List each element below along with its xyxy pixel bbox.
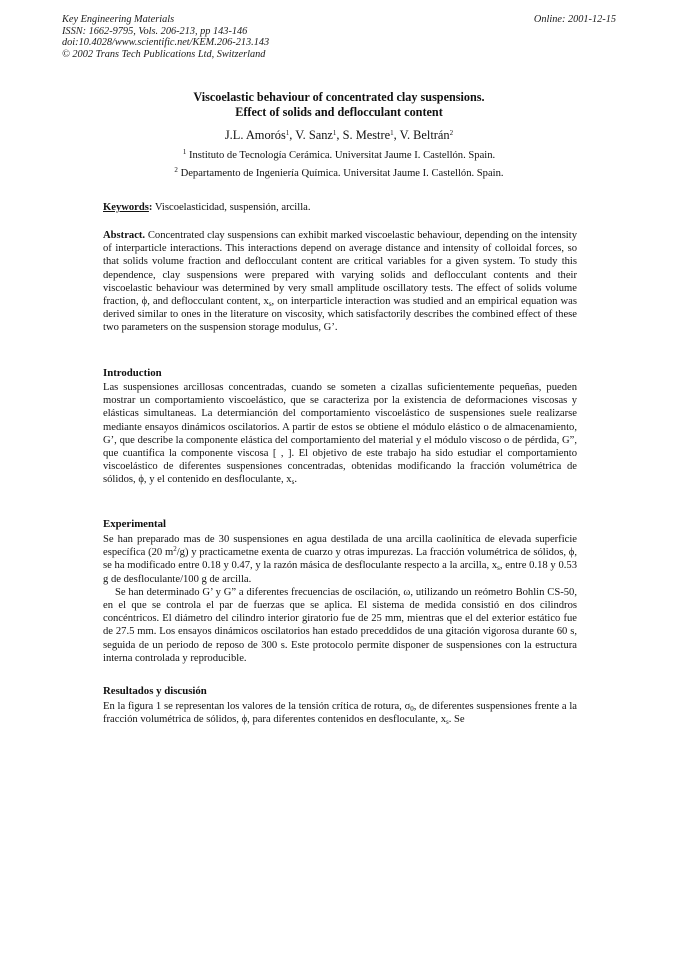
subscript: s bbox=[446, 718, 449, 727]
keywords-label: Keywords bbox=[103, 202, 149, 213]
author: J.L. Amorós bbox=[224, 128, 286, 142]
omega-symbol: ω bbox=[403, 586, 411, 598]
phi-symbol: ϕ bbox=[141, 296, 148, 308]
abstract-text: , and deflocculant content, x bbox=[147, 296, 269, 308]
body-text: Las suspensiones arcillosas concentradas, cuando se someten a cizallas suficientemente pequeñas, pueden mostrar un comportamiento viscoelástico, que se caracteriza por la existencia de deformaciones viscosas y elásticas simultaneas. La determianción del comportamiento viscoelástico de suspensiones suele realizarse mediante ensayos dinámicos oscilatorios. A partir de estos se obtiene el módulo elástico o de almacenamiento, G’, que describe la componente elástica del comportamiento del material y el módulo viscoso o de pérdida, G”, que cuantifica la componente viscosa [ , ]. El objetivo de este trabajo ha sido estudiar el comportamiento viscoelástico de diferentes suspensiones concentradas, obtenidas modificando la fracción volumétrica de sólidos, bbox=[103, 382, 577, 486]
journal-name: Key Engineering Materials bbox=[62, 14, 175, 25]
author-affiliation-mark: 1 bbox=[332, 129, 337, 137]
keywords-text: Viscoelasticidad, suspensión, arcilla. bbox=[154, 202, 311, 213]
affiliation-number: 2 bbox=[174, 166, 178, 174]
affiliation-number: 1 bbox=[182, 148, 187, 156]
body-text: , y el contenido en desfloculante, x bbox=[143, 474, 292, 486]
phi-symbol: ϕ bbox=[568, 547, 575, 559]
author: V. Sanz bbox=[295, 128, 333, 142]
body-text: En la figura 1 se representan los valores de la tensión crítica de rotura, σ bbox=[103, 701, 411, 712]
body-text: , de diferentes suspensiones frente a la fracción volumétrica de sólidos, bbox=[103, 701, 577, 726]
author-list: J.L. Amorós$^1$, V. Sanz$^1$, S. Mestre$^1$, V. Beltrán$^2$ bbox=[224, 128, 454, 142]
abstract bbox=[103, 229, 577, 335]
body-text: , entre 0.18 y 0.53 g de desfloculante/100 g de arcilla. bbox=[103, 560, 577, 585]
doi-line: doi:10.4028/www.scientific.net/KEM.206-213.143 bbox=[62, 37, 270, 49]
affiliation-2 bbox=[0, 167, 678, 180]
phi-symbol: ϕ bbox=[138, 474, 144, 486]
author: S. Mestre bbox=[342, 128, 391, 142]
paper-title bbox=[0, 90, 678, 120]
body-text: . Se bbox=[448, 714, 465, 726]
affiliation-text: Instituto de Tecnología Cerámica. Universitat Jaume I. Castellón. Spain. bbox=[188, 150, 496, 161]
subscript: s bbox=[268, 300, 272, 309]
affiliation-text: Departamento de Ingeniería Química. Universitat Jaume I. Castellón. Spain. bbox=[180, 168, 504, 179]
body-text: . bbox=[294, 474, 297, 486]
title-line-1: Viscoelastic behaviour of concentrated clay suspensions. bbox=[193, 90, 485, 104]
introduction-body bbox=[103, 381, 577, 487]
section-heading-results: Resultados y discusión bbox=[103, 685, 207, 697]
body-text: Se han preparado mas de 30 suspensiones en agua destilada de una arcilla caolinítica de elevada superficie específica (20 m bbox=[103, 534, 577, 559]
journal-header bbox=[62, 14, 269, 60]
author-affiliation-mark: 1 bbox=[285, 129, 290, 137]
abstract-text: Concentrated clay suspensions can exhibit marked viscoelastic behaviour, depending on the intensity of interparticle interactions. This interactions depend on average distance and intensity of colloidal forces, so that solids volume fraction and deflocculant content are critical variables for a given system. To study this dependence, clay suspensions were prepared with varying solids and deflocculant contents and their viscoelastic behaviour was determined by very small amplitude oscillatory tests. The effect of solids volume fraction, bbox=[103, 230, 577, 308]
abstract-text: , on interparticle interaction was studied and an empirical equation was derived similar to ones in the literature on viscosity, which satisfactorily describes the combined effect of these two parameters on the suspension storage modulus, G’. bbox=[103, 296, 577, 334]
body-text: , se ha modificado entre 0.18 y 0.47, y la razón másica de desfloculante respecto a la arcilla, x bbox=[103, 547, 577, 572]
author: V. Beltrán bbox=[399, 128, 450, 142]
online-date: Online: 2001-12-15 bbox=[533, 14, 616, 25]
keywords: Keywords: Viscoelasticidad, suspensión, arcilla. bbox=[103, 202, 311, 213]
author-affiliation-mark: 1 bbox=[390, 129, 394, 137]
issn-line: ISSN: 1662-9795, Vols. 206-213, pp 143-146 bbox=[62, 25, 248, 37]
section-heading-experimental: Experimental bbox=[103, 518, 166, 530]
subscript: s bbox=[291, 478, 295, 487]
author-affiliation-mark: 2 bbox=[449, 129, 454, 137]
experimental-body bbox=[103, 533, 577, 665]
results-body bbox=[103, 700, 577, 726]
phi-symbol: ϕ bbox=[241, 714, 248, 726]
body-text: /g) y practicametne exenta de cuarzo y otras impurezas. La fracción volumétrica de sólidos, bbox=[176, 547, 569, 559]
copyright-line: © 2002 Trans Tech Publications Ltd, Switzerland bbox=[62, 48, 266, 60]
superscript: 2 bbox=[173, 545, 177, 554]
abstract-label: Abstract. bbox=[103, 230, 146, 241]
title-line-2: Effect of solids and deflocculant content bbox=[235, 105, 443, 119]
affiliation-1 bbox=[0, 149, 678, 162]
body-text: Se han determinado G’ y G” a diferentes frecuencias de oscilación, bbox=[115, 586, 404, 598]
subscript: 0 bbox=[410, 705, 414, 713]
subscript: s bbox=[497, 564, 500, 573]
section-heading-introduction: Introduction bbox=[103, 367, 162, 379]
body-text: , para diferentes contenidos en desfloculante, x bbox=[247, 714, 446, 726]
body-text: , utilizando un reómetro Bohlin CS-50, en el que se controla el par de fuerzas que se aplica. El sistema de medida consistió en dos cilindros concéntricos. El diámetro del cilindro interior giratorio fue de 25 mm, mientras que el del exterior estático fue de 27.5 mm. Los ensayos dinámicos oscilatorios han estado preceddidos de una gitación vigorosa durante 60 s, seguida de un periodo de reposo de 300 s. Este protocolo permite disponer de suspensiones con la estructura interna controlada y reproducible. bbox=[103, 586, 577, 664]
